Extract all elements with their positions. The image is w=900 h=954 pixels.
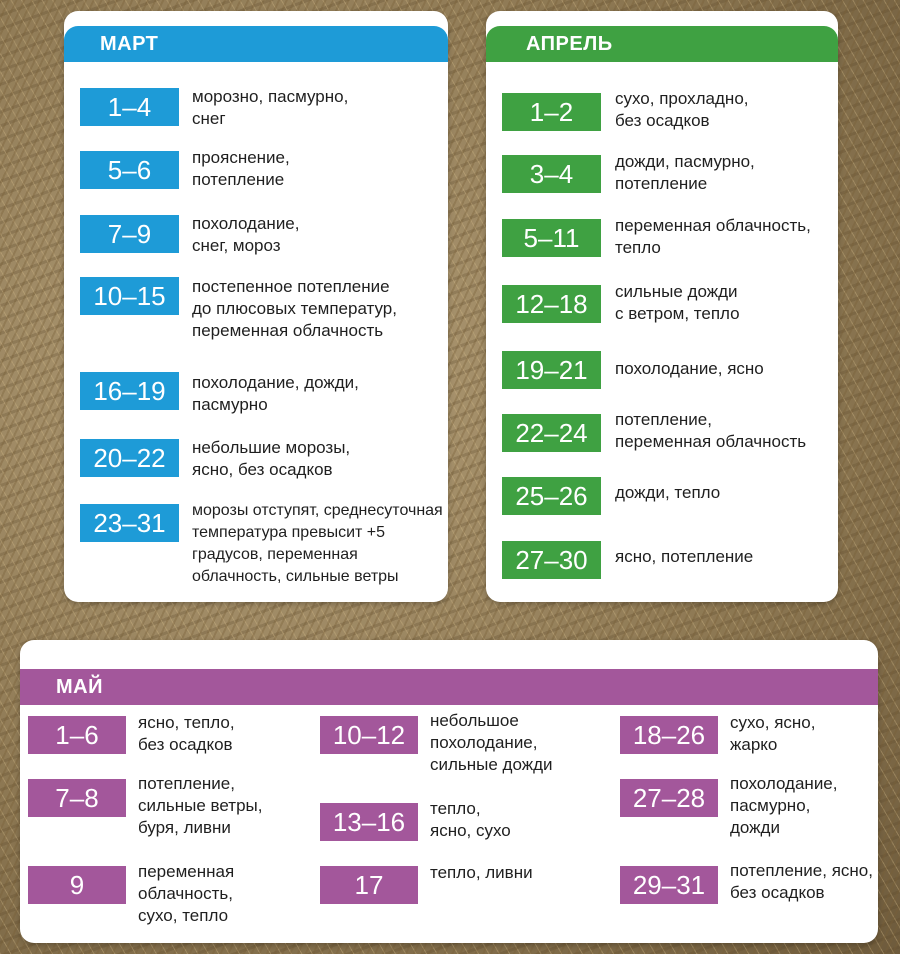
date-badge: 10–12 [320,716,418,754]
march-row [80,88,348,130]
may-title: МАЙ [56,676,103,698]
weather-description: дожди, тепло [615,483,721,502]
march-row [80,504,443,588]
date-badge: 27–30 [502,541,601,579]
weather-description: потепление, переменная облачность [615,410,807,451]
date-badge: 27–28 [620,779,718,817]
weather-description: тепло, ясно, сухо [430,799,511,840]
weather-description: сильные дожди с ветром, тепло [615,282,740,323]
march-row [80,148,290,191]
may-row [28,862,235,927]
weather-description: небольшое похолодание, сильные дожди [430,711,553,774]
date-badge: 5–6 [80,151,179,189]
date-badge: 23–31 [80,504,179,542]
date-badge: 17 [320,866,418,904]
april-header [486,26,838,62]
weather-description: похолодание, снег, мороз [192,214,300,255]
weather-description: морозы отступят, среднесуточная температура превысит +5 градусов, переменная облачность, сильные ветры [192,502,443,585]
date-badge: 13–16 [320,803,418,841]
date-badge: 25–26 [502,477,601,515]
weather-description: небольшие морозы, ясно, без осадков [192,438,351,479]
weather-description: похолодание, пасмурно, дожди [730,774,838,837]
may-header [20,669,878,705]
weather-description: прояснение, потепление [192,148,290,189]
weather-description: сухо, прохладно, без осадков [615,89,749,130]
weather-description: сухо, ясно, жарко [730,713,816,754]
may-row [320,799,511,842]
date-badge: 19–21 [502,351,601,389]
march-row [80,215,300,257]
april-row [502,282,740,325]
date-badge: 10–15 [80,277,179,315]
march-row [80,439,350,481]
april-row [502,410,807,453]
april-panel [486,11,838,602]
march-title: МАРТ [100,33,159,55]
may-row [620,713,816,756]
april-row [502,89,749,132]
april-row [502,152,755,195]
march-row [80,372,359,416]
may-row [320,711,553,776]
date-badge: 20–22 [80,439,179,477]
date-badge: 9 [28,866,126,904]
april-row [502,477,720,515]
date-badge: 5–11 [502,219,601,257]
march-row [80,277,397,342]
weather-description: переменная облачность, тепло [615,216,811,257]
april-row [502,351,764,389]
date-badge: 1–6 [28,716,126,754]
date-badge: 22–24 [502,414,601,452]
may-row [28,713,235,756]
weather-description: потепление, сильные ветры, буря, ливни [138,774,263,837]
date-badge: 7–8 [28,779,126,817]
weather-description: потепление, ясно, без осадков [730,861,873,902]
weather-description: морозно, пасмурно, снег [192,87,349,128]
date-badge: 3–4 [502,155,601,193]
date-badge: 12–18 [502,285,601,323]
may-row [620,774,838,839]
weather-description: похолодание, дожди, пасмурно [192,373,359,414]
may-row [28,774,263,839]
date-badge: 7–9 [80,215,179,253]
weather-description: похолодание, ясно [615,359,764,378]
march-header [64,26,448,62]
weather-description: тепло, ливни [430,863,533,882]
april-row [502,216,811,259]
weather-description: ясно, тепло, без осадков [138,713,235,754]
date-badge: 29–31 [620,866,718,904]
may-panel [20,640,878,943]
date-badge: 18–26 [620,716,718,754]
may-row [320,863,533,904]
date-badge: 1–2 [502,93,601,131]
date-badge: 1–4 [80,88,179,126]
date-badge: 16–19 [80,372,179,410]
april-row [502,541,753,579]
weather-description: постепенное потепление до плюсовых температур, переменная облачность [192,277,397,340]
weather-description: переменная облачность, сухо, тепло [138,862,235,925]
april-title: АПРЕЛЬ [526,33,613,55]
march-panel [64,11,448,602]
weather-description: ясно, потепление [615,547,754,566]
weather-description: дожди, пасмурно, потепление [615,152,755,193]
may-row [620,861,873,904]
